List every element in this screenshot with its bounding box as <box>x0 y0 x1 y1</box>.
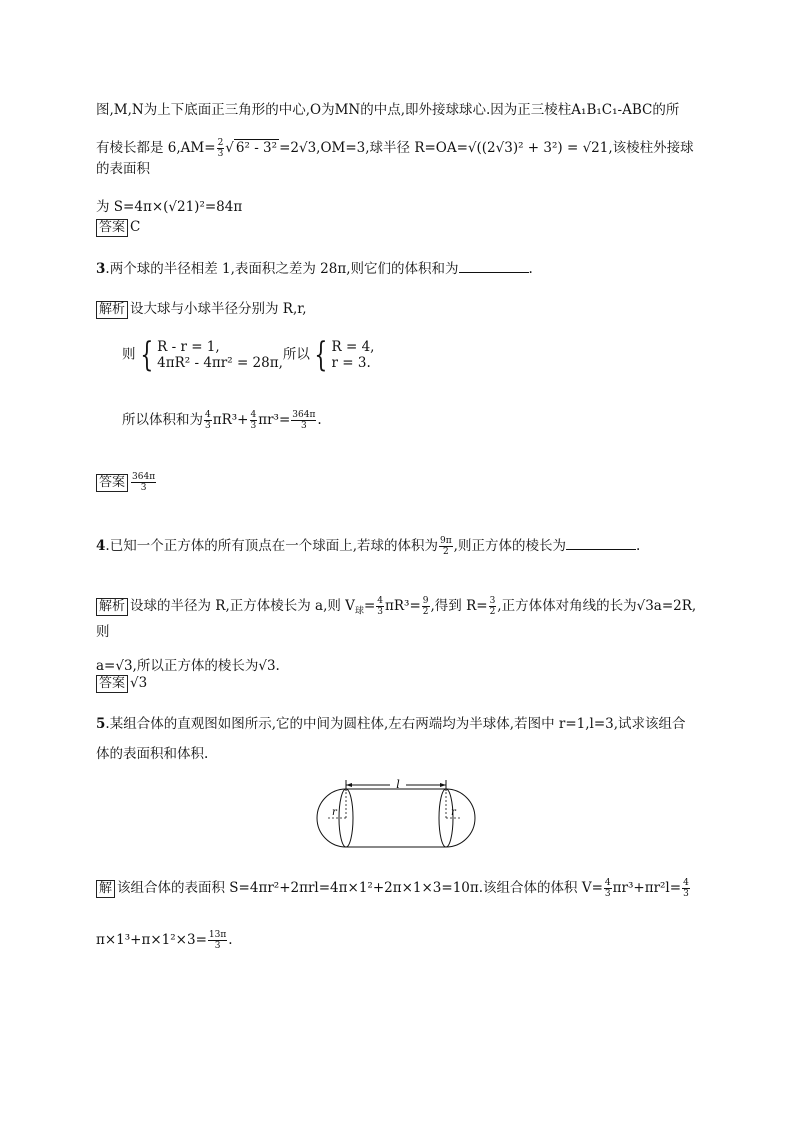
question-text: .两个球的半径相差 1,表面积之差为 28π,则它们的体积和为 <box>105 261 459 277</box>
question-line: 体的表面积和体积. <box>96 746 209 762</box>
answer-row <box>96 472 698 493</box>
fraction: $\frac{3}{2}$ <box>489 596 496 617</box>
system-rows: R = 4, r = 3. <box>331 339 375 371</box>
answer-tag: 答案 <box>96 219 128 237</box>
analysis-tag: 解析 <box>96 598 128 616</box>
fraction: $\frac{9\pi}{2}$ <box>440 536 452 557</box>
question-3: 3.两个球的半径相差 1,表面积之差为 28π,则它们的体积和为 . <box>96 258 698 279</box>
volume-sum: 所以体积和为 $\frac{4}{3}$ πR³+ $\frac{4}{3}$ πr³= $\frac{364\pi}{3}$ . <box>122 410 322 431</box>
question-number: 5 <box>96 716 106 732</box>
question-4: 4.已知一个正方体的所有顶点在一个球面上,若球的体积为 $\frac{9\pi}{2}$ ,则正方体的棱长为 . <box>96 536 641 557</box>
answer-row <box>96 217 698 237</box>
fraction: $\frac{4}{3}$ <box>205 410 211 431</box>
solution-5: 解 该组合体的表面积 S=4πr²+2πrl=4π×1²+2π×1×3=10π.该组合体的体积 V= $\frac{4}{3}$ πr³+πr²l= $\frac{4}{3}$ <box>96 878 698 899</box>
solution-line: 设大球与小球半径分别为 R,r, <box>130 301 307 317</box>
answer-tag: 答案 <box>96 474 128 492</box>
capsule-figure <box>310 775 490 857</box>
solution-line: 图,M,N为上下底面正三角形的中心,O为MN的中点,即外接球球心.因为正三棱柱A₁B₁C₁-ABC的所 <box>96 102 680 118</box>
solution-3 <box>96 299 698 319</box>
label-r: r <box>332 807 337 818</box>
fraction: $\frac{2}{3}$ <box>217 138 224 159</box>
solution-line: a=√3,所以正方体的棱长为√3. <box>96 657 280 674</box>
question-5: 5.某组合体的直观图如图所示,它的中间为圆柱体,左右两端均为半球体,若图中 r=1,l=3,试求该组合 体的表面积和体积. <box>96 714 698 764</box>
system-rows: R - r = 1, 4πR² - 4πr² = 28π, <box>157 339 283 371</box>
answer-row <box>96 673 698 693</box>
answer-blank <box>459 258 529 273</box>
answer-value: C <box>130 219 141 235</box>
question-number: 3 <box>96 261 106 277</box>
fraction: $\frac{9}{2}$ <box>422 596 429 617</box>
label-l: l <box>396 778 400 791</box>
fraction: $\frac{13\pi}{3}$ <box>208 930 227 951</box>
brace: { <box>139 335 153 375</box>
brace: { <box>314 335 328 375</box>
solution-4: 解析 设球的半径为 R,正方体棱长为 a,则 $V_球=$ $\frac{4}{3}$ πR³= $\frac{9}{2}$ ,得到 R= $\frac{3}{2}$ ,正方体体对角线的长为√3a=2R,则 a=√3,所以正方体的棱长为√3. <box>96 596 697 674</box>
fraction: $\frac{4}{3}$ <box>683 878 689 899</box>
fraction: $\frac{4}{3}$ <box>604 878 611 899</box>
fraction: $\frac{364\pi}{3}$ <box>292 410 316 431</box>
fraction: $\frac{4}{3}$ <box>377 596 383 617</box>
fraction: $\frac{4}{3}$ <box>250 410 257 431</box>
label-r: r <box>451 807 456 818</box>
answer-blank <box>566 535 636 550</box>
solution-line: 有棱长都是 6,AM= $\frac{2}{3}$ √ 6² - 3² =2√3,OM=3,球半径 R=OA=√((2√3)² + 3²) = √21,该棱柱外接球的表面积 <box>96 138 694 177</box>
solution-line: π×1³+π×1²×3= $\frac{13\pi}{3}$ . <box>96 930 233 951</box>
solution-tag: 解 <box>96 880 115 898</box>
solution-line: 为 S=4π×(√21)²=84π <box>96 199 243 215</box>
analysis-tag: 解析 <box>96 301 128 319</box>
equation-system: 则 { R - r = 1, 4πR² - 4πr² = 28π, 所以 { R = 4, r = 3. <box>122 335 375 375</box>
answer-value: √3 <box>130 675 148 691</box>
question-number: 4 <box>96 538 106 554</box>
solution-continuation <box>96 100 698 217</box>
answer-value: $\frac{364\pi}{3}$ <box>132 472 156 493</box>
answer-tag: 答案 <box>96 675 128 693</box>
